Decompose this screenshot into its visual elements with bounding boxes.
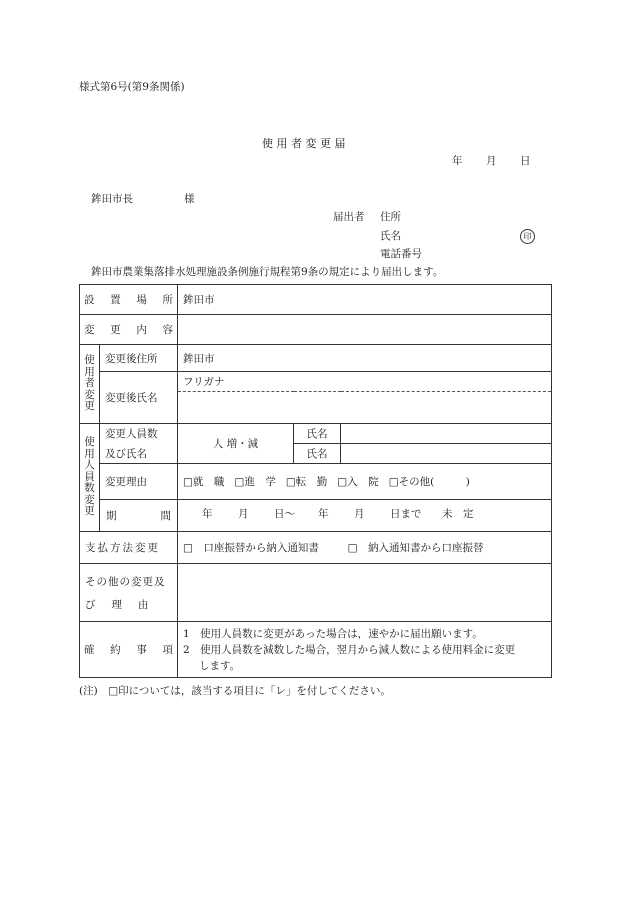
other-label-1: その他の変更及 — [85, 575, 166, 588]
reason-hospital-checkbox[interactable]: □入 院 — [337, 476, 379, 488]
payment-option-2-checkbox[interactable]: □ 納入通知書から口座振替 — [347, 542, 484, 554]
change-content-cell[interactable] — [178, 315, 552, 345]
payment-label: 支払方法変更 — [85, 542, 160, 554]
period-start-month: 月 — [238, 507, 249, 520]
row-period — [80, 500, 552, 532]
payment-option-1-checkbox[interactable]: □ 口座振替から納入通知書 — [183, 542, 319, 554]
page-title: 使 用 者 変 更 届 — [262, 137, 346, 150]
form-number: 様式第6号(第9条関係) — [79, 81, 185, 93]
location-value: 鉾田市 — [183, 294, 215, 306]
reason-label: 変更理由 — [105, 476, 147, 488]
footnote: (注) □印については，該当する項目に「レ」を付してください。 — [79, 685, 391, 697]
other-label-2: び理由 — [85, 598, 165, 611]
name-label-1: 氏名 — [306, 428, 328, 440]
period-undecided: 未 定 — [442, 507, 474, 520]
new-name-label: 変更後氏名 — [105, 392, 158, 404]
addressee-name: 鉾田市長 — [91, 193, 133, 205]
new-name-cell[interactable] — [178, 392, 552, 424]
period-start-year: 年 — [202, 507, 213, 520]
period-end-year: 年 — [318, 507, 329, 520]
count-change-group-label: 使 用 人 員 数 変 更 — [80, 424, 100, 532]
period-start-day: 日～ — [274, 507, 295, 520]
location-label: 設 置 場 所 — [84, 294, 173, 306]
inc-dec-text: 人 増・減 — [212, 438, 259, 450]
submitter-name-label: 氏名 — [380, 230, 401, 242]
confirm-item-2b: します。 — [199, 659, 241, 672]
row-reason — [80, 464, 552, 500]
user-change-group-label: 使 用 者 変 更 — [80, 345, 100, 424]
change-content-label: 変 更 内 容 — [84, 324, 173, 336]
reason-employment-checkbox[interactable]: □就 職 — [183, 476, 225, 488]
name-label-2: 氏名 — [306, 448, 328, 460]
period-end-month: 月 — [354, 507, 365, 520]
submitter-phone-label: 電話番号 — [380, 248, 422, 260]
submitter-label: 届出者 — [333, 211, 365, 223]
date-day: 日 — [520, 155, 531, 167]
row-payment — [80, 532, 552, 564]
seal-mark — [520, 229, 535, 244]
row-other — [80, 564, 552, 622]
reason-transfer-checkbox[interactable]: □転 勤 — [285, 476, 328, 488]
row-confirm — [80, 622, 552, 678]
new-address-cell[interactable] — [178, 345, 552, 372]
submitter-address-label: 住所 — [380, 211, 401, 223]
row-new-address — [80, 345, 552, 372]
reason-school-checkbox[interactable]: □進 学 — [234, 476, 276, 488]
furigana-cell[interactable] — [178, 372, 552, 392]
addressee-honorific: 様 — [184, 193, 195, 205]
intro-text: 鉾田市農業集落排水処理施設条例施行規程第9条の規定により届出します。 — [91, 266, 444, 278]
furigana-label: フリガナ — [183, 376, 225, 388]
confirm-item-1: 1 使用人員数に変更があった場合は，速やかに届出願います。 — [183, 627, 483, 640]
name-cell-1[interactable] — [341, 424, 552, 444]
period-label: 期 間 — [106, 510, 171, 522]
reason-options — [178, 474, 551, 489]
seal-icon: 印 — [520, 229, 535, 244]
confirm-label: 確 約 事 項 — [84, 644, 173, 656]
new-address-label: 変更後住所 — [105, 352, 158, 365]
row-change-content — [80, 315, 552, 345]
change-form-table — [79, 284, 552, 678]
location-value-cell[interactable] — [178, 285, 552, 315]
inc-dec-cell[interactable] — [178, 424, 294, 464]
period-cell[interactable] — [178, 500, 552, 532]
row-people-change-1 — [80, 424, 552, 444]
new-address-value: 鉾田市 — [183, 352, 215, 365]
row-location — [80, 285, 552, 315]
date-month: 月 — [486, 155, 497, 167]
people-names-label: 及び氏名 — [105, 448, 147, 460]
row-furigana — [80, 372, 552, 392]
reason-other-checkbox[interactable]: □その他( ) — [388, 476, 470, 488]
confirm-item-2a: 2 使用人員数を減数した場合，翌月から減人数による使用料金に変更 — [183, 643, 516, 656]
period-end-day: 日まで — [390, 507, 422, 520]
name-cell-2[interactable] — [341, 444, 552, 464]
other-reason-cell[interactable] — [178, 564, 552, 622]
people-count-label: 変更人員数 — [105, 428, 158, 440]
date-year: 年 — [452, 155, 463, 167]
